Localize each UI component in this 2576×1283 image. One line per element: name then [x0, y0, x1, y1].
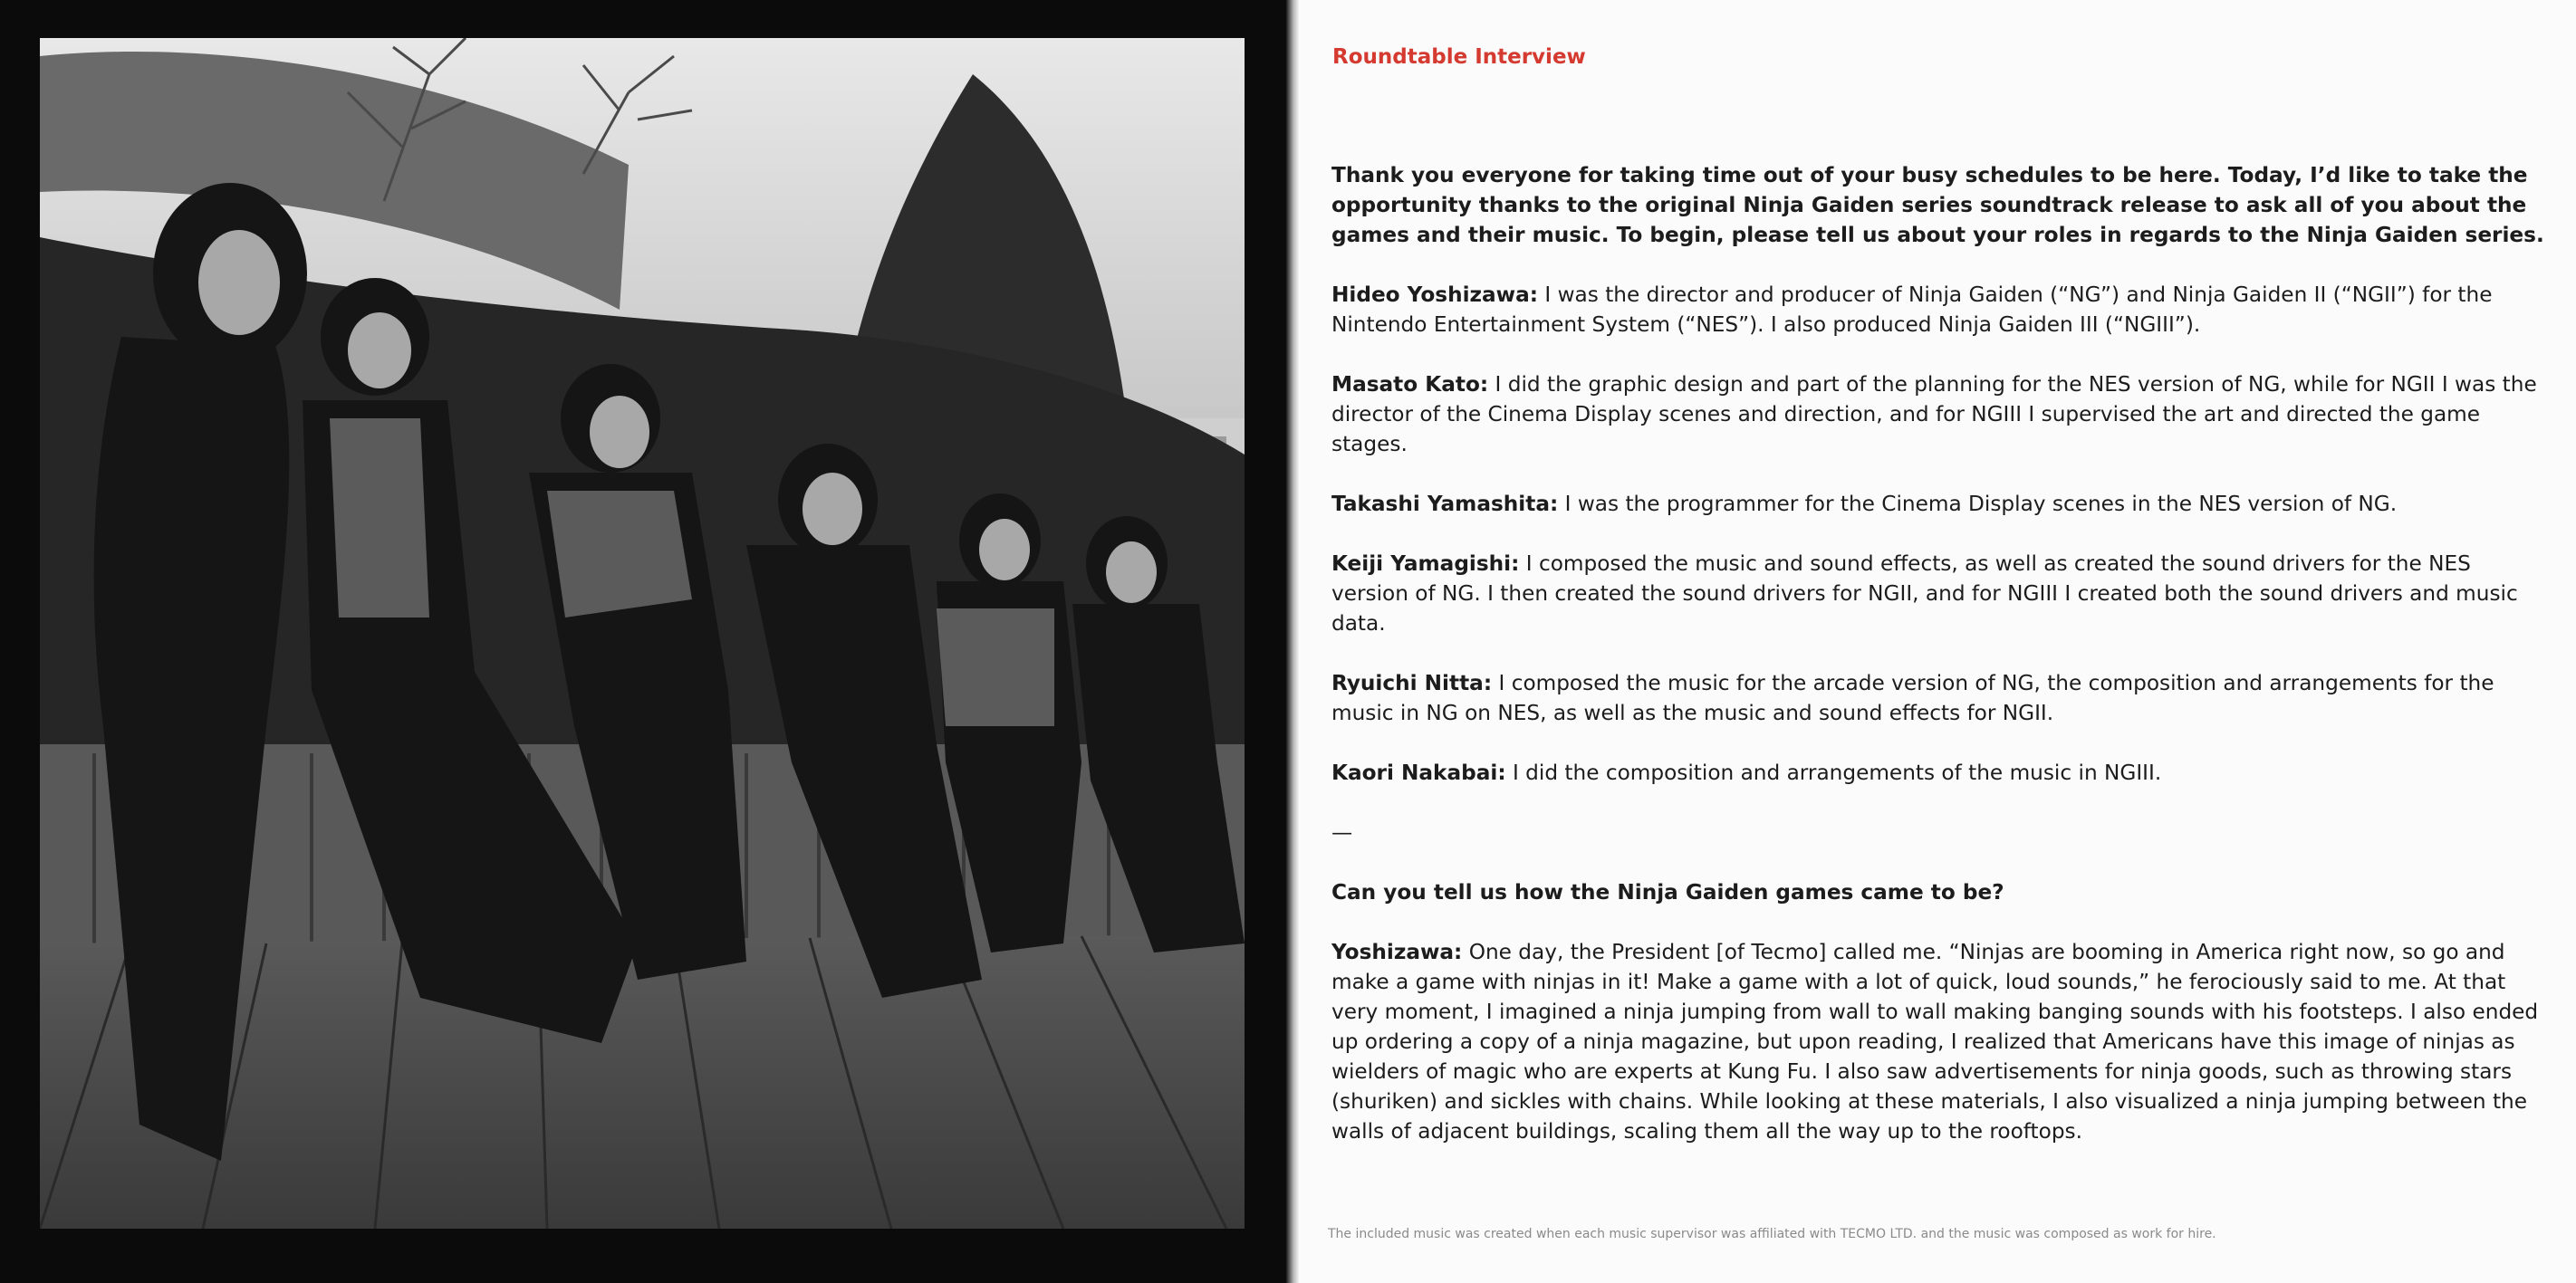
- answer-paragraph: [1331, 280, 2545, 340]
- second-question: Can you tell us how the Ninja Gaiden games came to be?: [1331, 880, 2004, 905]
- answer-paragraph: [1331, 369, 2545, 459]
- answer-text: I did the composition and arrangements of the music in NGIII.: [1505, 761, 2162, 785]
- speaker-name: Takashi Yamashita:: [1331, 492, 1559, 516]
- answer-paragraph: [1331, 937, 2545, 1146]
- answer-text: One day, the President [of Tecmo] called me. “Ninjas are booming in America right now, so go and make a game with ninjas in it! Make a game with a lot of quick, loud sounds,” he ferociously said to me. At that very moment, I imagined a ninja jumping from wall to wall making banging sounds with his footsteps. I also ended up ordering a copy of a ninja magazine, but upon reading, I realized that Americans have this image of ninjas as wielders of magic who are experts at Kung Fu. I also saw advertisements for ninja goods, such as throwing stars (shuriken) and sickles with chains. While looking at these materials, I also visualized a ninja jumping between the walls of adjacent buildings, scaling them all the way up to the rooftops.: [1331, 940, 2539, 1144]
- right-page: [1299, 0, 2576, 1283]
- answer-paragraph: [1331, 758, 2545, 788]
- left-page: [0, 0, 1286, 1283]
- page-gutter: [1286, 0, 1299, 1283]
- answer-paragraph: [1331, 668, 2545, 728]
- answer-text: I did the graphic design and part of the planning for the NES version of NG, while for NGII I was the director of the Cinema Display scenes and direction, and for NGIII I supervised the art and directed the game stages.: [1331, 372, 2537, 456]
- answer-text: I composed the music for the arcade version of NG, the composition and arrangements for the music in NG on NES, as well as the music and sound effects for NGII.: [1331, 671, 2494, 725]
- speaker-name: Ryuichi Nitta:: [1331, 671, 1493, 695]
- speaker-name: Yoshizawa:: [1331, 940, 1463, 964]
- footnote: The included music was created when each music supervisor was affiliated with TECMO LTD. and the music was composed as work for hire.: [1328, 1227, 2216, 1241]
- speaker-name: Masato Kato:: [1331, 372, 1489, 397]
- speaker-name: Keiji Yamagishi:: [1331, 551, 1520, 576]
- interview-body: [1331, 160, 2545, 1176]
- section-divider: —: [1331, 820, 1353, 845]
- answer-paragraph: [1331, 549, 2545, 638]
- section-label: Roundtable Interview: [1332, 45, 1586, 69]
- speaker-name: Kaori Nakabai:: [1331, 761, 1506, 785]
- group-photo: [40, 38, 1245, 1229]
- speaker-name: Hideo Yoshizawa:: [1331, 282, 1539, 307]
- answer-text: I was the director and producer of Ninja Gaiden (“NG”) and Ninja Gaiden II (“NGII”) for the Nintendo Entertainment System (“NES”). I also produced Ninja Gaiden III (“NGIII”).: [1331, 282, 2493, 337]
- answer-text: I composed the music and sound effects, as well as created the sound drivers for the NES version of NG. I then created the sound drivers for NGII, and for NGIII I created both the sound drivers and music data.: [1331, 551, 2518, 636]
- group-photo-image: [40, 38, 1245, 1229]
- intro-question: Thank you everyone for taking time out of your busy schedules to be here. Today, I’d like to take the opportunity thanks to the original Ninja Gaiden series soundtrack release to ask all of you about the games and their music. To begin, please tell us about your roles in regards to the Ninja Gaiden series.: [1331, 163, 2544, 247]
- answer-text: I was the programmer for the Cinema Display scenes in the NES version of NG.: [1558, 492, 2398, 516]
- answer-paragraph: [1331, 489, 2545, 519]
